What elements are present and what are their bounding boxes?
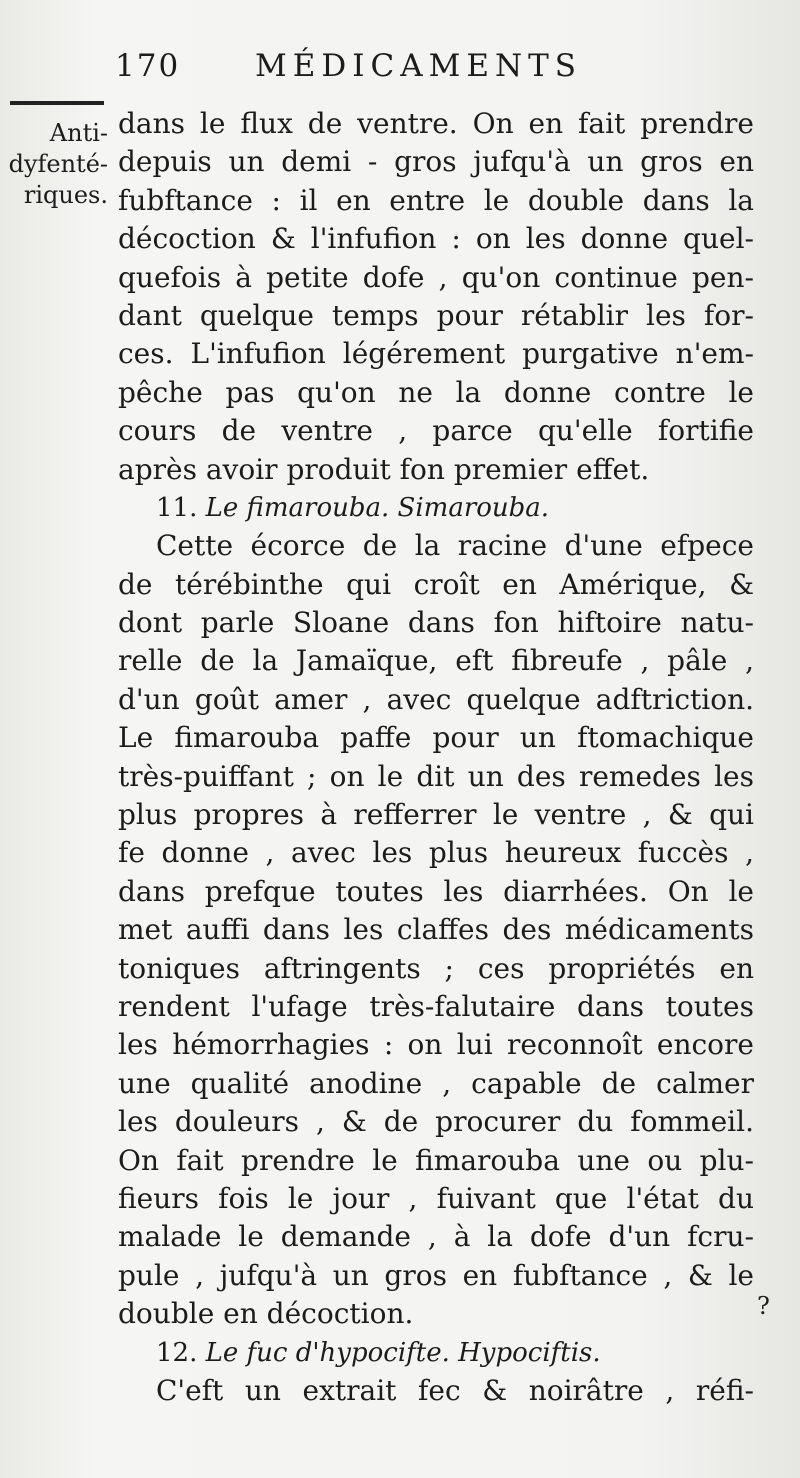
section-number: 12. — [156, 1337, 198, 1368]
text-line: ces. L'infufion légérement purgative n'em- — [118, 337, 754, 371]
section-title-french: Le fuc d'hypocifte. — [205, 1337, 450, 1368]
text-line: cours de ventre , parce qu'elle fortifie — [118, 414, 754, 448]
text-line: pule , jufqu'à un gros en fubftance , & le — [118, 1258, 754, 1292]
catchword: ? — [757, 1292, 770, 1320]
text-line: une qualité anodine , capable de calmer — [118, 1066, 754, 1100]
text-line: fieurs fois le jour , fuivant que l'état du — [118, 1181, 754, 1215]
text-line: très-puiffant ; on le dit un des remedes les — [118, 759, 754, 793]
section-title-latin: Hypociftis. — [458, 1337, 601, 1368]
section-title-french: Le fimarouba. — [205, 492, 390, 523]
text-line: relle de la Jamaïque, eft fibreufe , pâle , — [118, 644, 754, 678]
text-line: fubftance : il en entre le double dans la — [118, 183, 754, 217]
paragraph-block-1 — [118, 105, 754, 489]
margin-note — [0, 118, 108, 211]
section-title-latin: Simarouba. — [397, 492, 550, 523]
text-line: double en décoction. — [118, 1297, 414, 1331]
section-heading-12 — [118, 1334, 754, 1372]
margin-note-line: dyfenté- — [8, 150, 108, 178]
text-line: quefois à petite dofe , qu'on continue pen- — [118, 260, 754, 294]
text-line: plus propres à refferrer le ventre , & qui — [118, 798, 754, 832]
page-number: 170 — [115, 48, 181, 84]
text-line: On fait prendre le fimarouba une ou plu- — [118, 1143, 754, 1177]
margin-note-line: riques. — [23, 181, 108, 209]
text-line: C'eft un extrait fec & noirâtre , réfi- — [156, 1373, 754, 1407]
text-line: fe donne , avec les plus heureux fuccès , — [118, 836, 754, 870]
text-line: Le fimarouba paffe pour un ftomachique — [118, 721, 754, 755]
text-line: toniques aftringents ; ces propriétés en — [118, 951, 754, 985]
text-line: d'un goût amer , avec quelque adftriction. — [118, 682, 754, 716]
text-line: met auffi dans les claffes des médicaments — [118, 913, 754, 947]
text-line: les douleurs , & de procurer du fommeil. — [118, 1105, 754, 1139]
text-line: de térébinthe qui croît en Amérique, & — [118, 567, 754, 601]
running-title: MÉDICAMENTS — [255, 48, 582, 84]
section-number: 11. — [156, 492, 198, 523]
text-line: Cette écorce de la racine d'une efpece — [156, 529, 754, 563]
text-line: après avoir produit fon premier effet. — [118, 452, 650, 486]
text-line: depuis un demi - gros jufqu'à un gros en — [118, 145, 754, 179]
text-line: dant quelque temps pour rétablir les for- — [118, 298, 754, 332]
text-line: dont parle Sloane dans fon hiftoire natu- — [118, 606, 754, 640]
text-line: dans le flux de ventre. On en fait prendre — [118, 107, 754, 140]
margin-note-line: Anti- — [49, 119, 108, 147]
text-line: malade le demande , à la dofe d'un fcru- — [118, 1220, 754, 1254]
body-text — [118, 86, 754, 1410]
text-line: décoction & l'infufion : on les donne quel- — [118, 222, 754, 256]
section-heading-11 — [118, 489, 754, 527]
text-line: pêche pas qu'on ne la donne contre le — [118, 375, 754, 409]
text-line: dans prefque toutes les diarrhées. On le — [118, 874, 754, 908]
text-line: rendent l'ufage très-falutaire dans toutes — [118, 989, 754, 1023]
paragraph-block-2 — [118, 527, 754, 1333]
margin-rule — [10, 101, 104, 105]
text-line: les hémorrhagies : on lui reconnoît encore — [118, 1028, 754, 1062]
